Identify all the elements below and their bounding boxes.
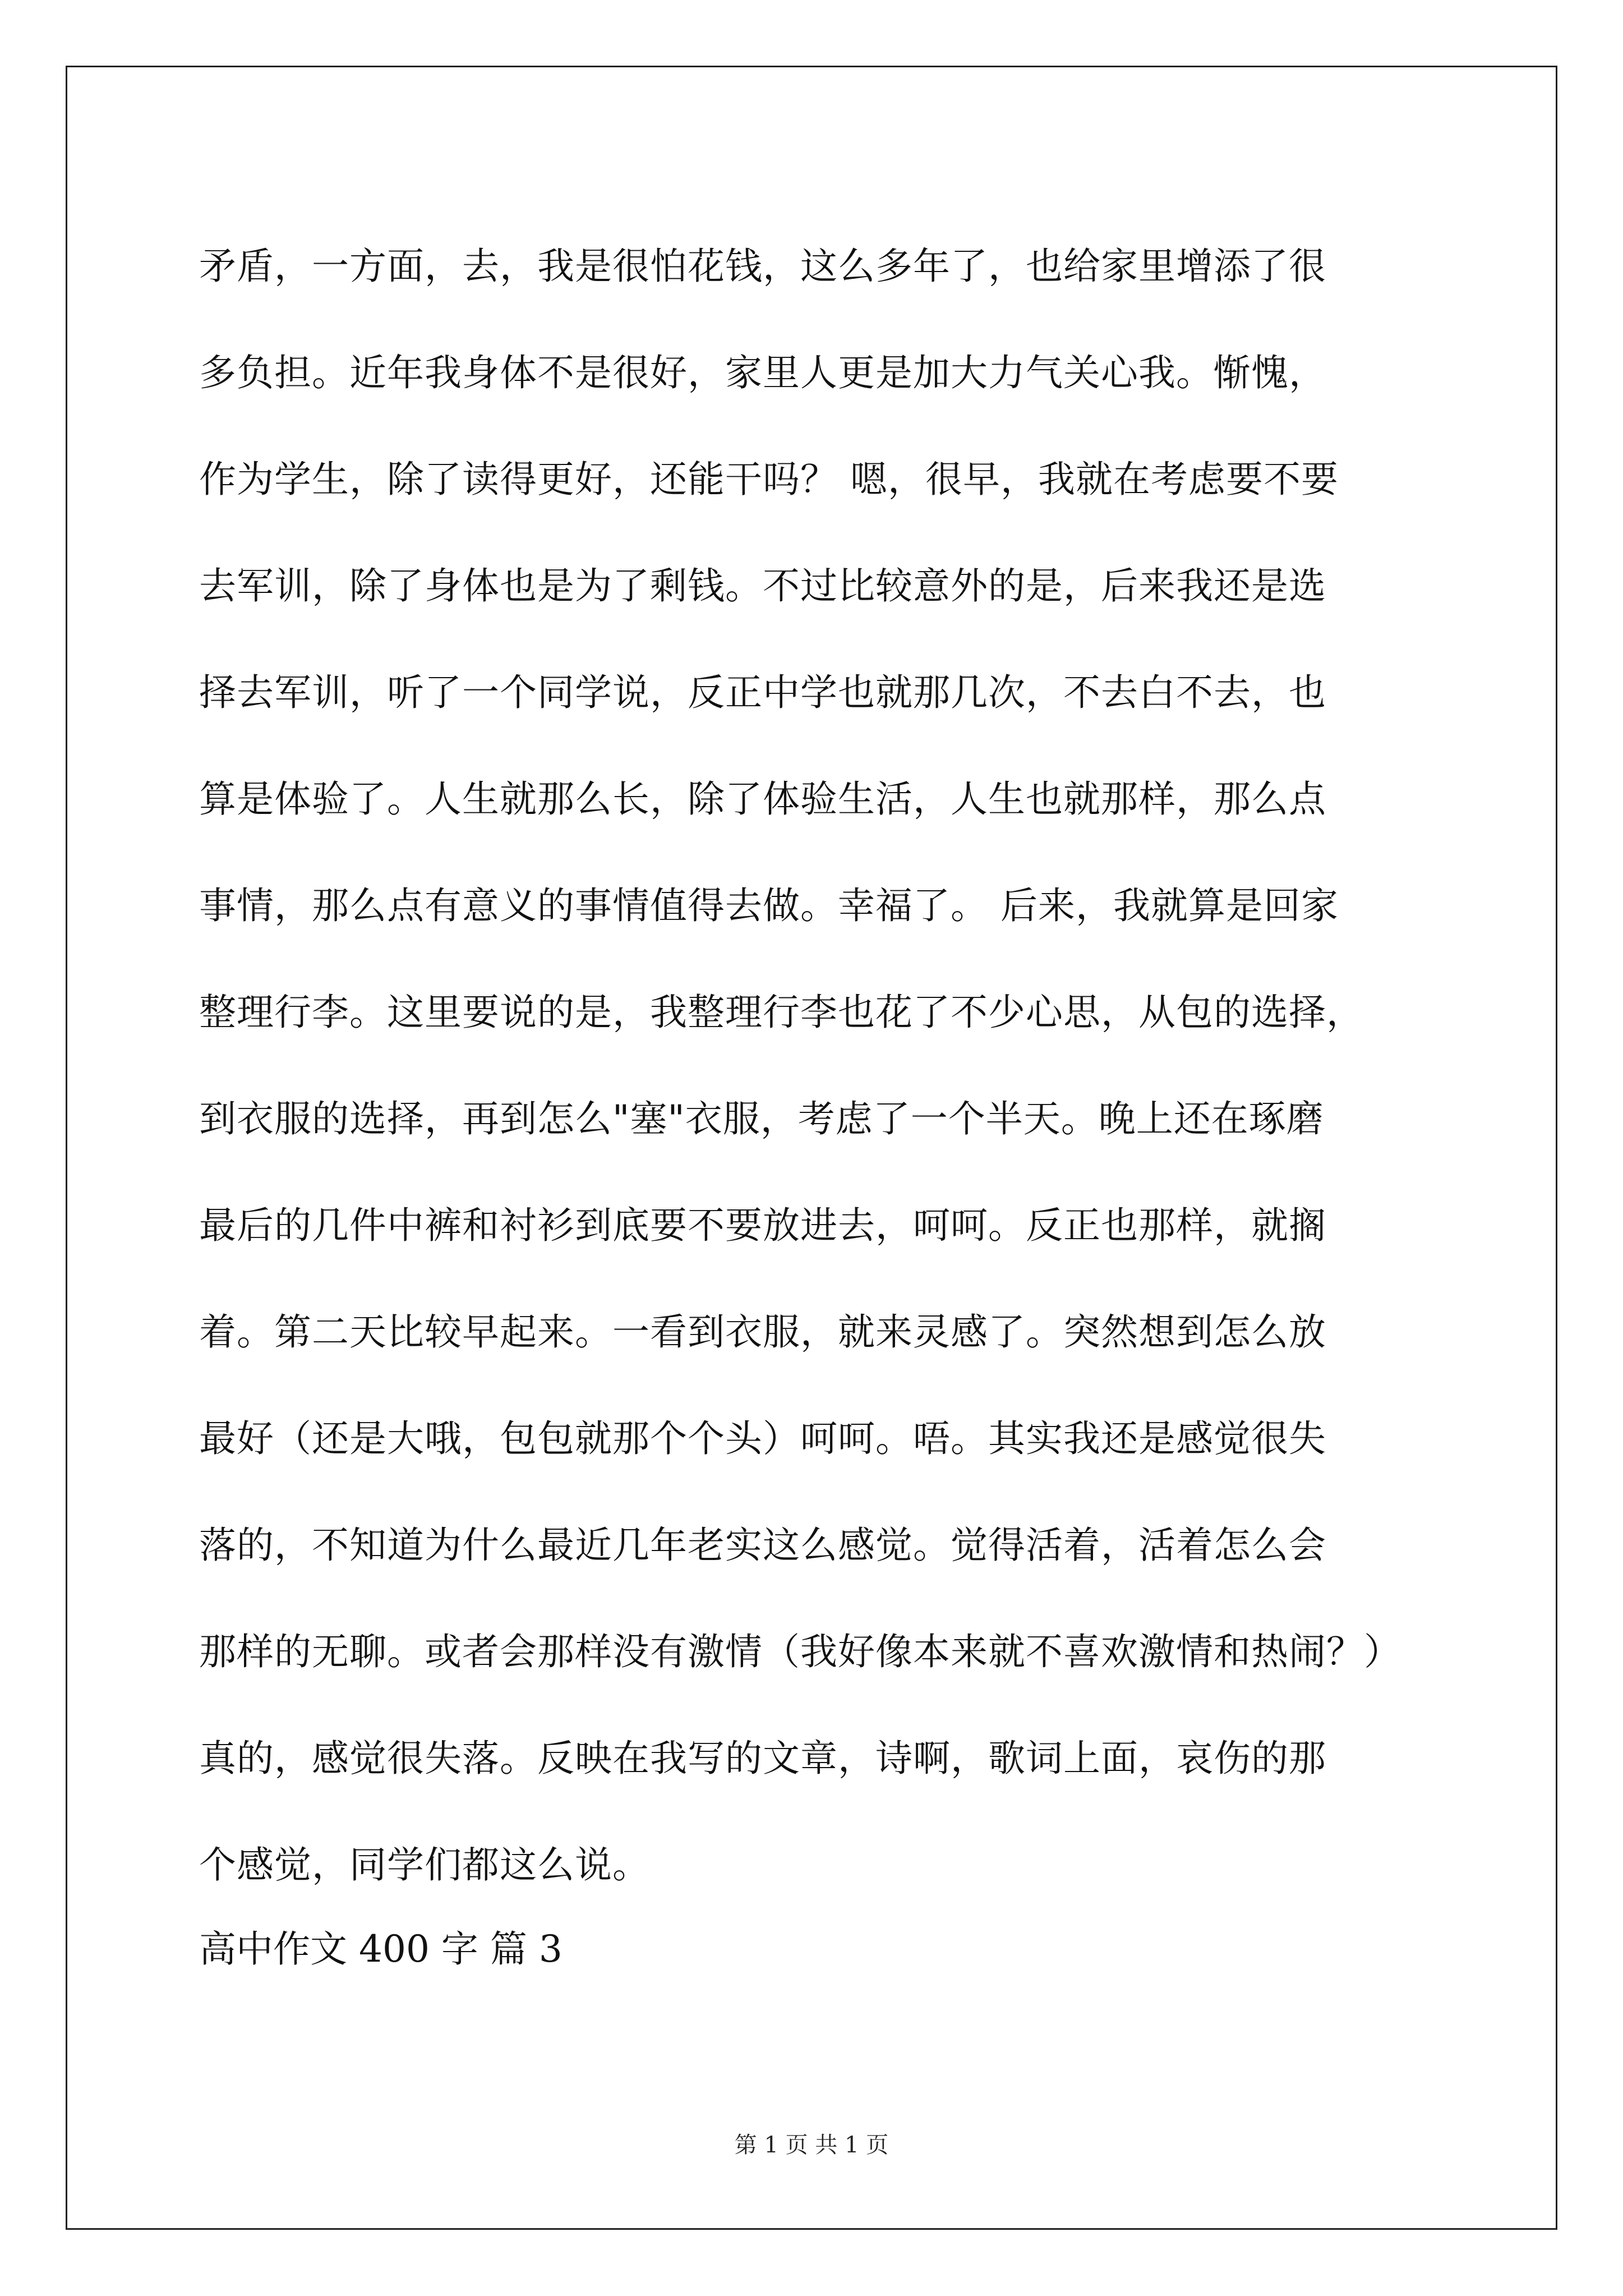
essay-line: 个感觉，同学们都这么说。 [199,1843,650,1887]
essay-line: 择去军训，听了一个同学说，反正中学也就那几次，不去白不去，也 [199,671,1326,714]
essay-line: 矛盾，一方面，去，我是很怕花钱，这么多年了，也给家里增添了很 [199,245,1326,288]
essay-line: 那样的无聊。或者会那样没有激情（我好像本来就不喜欢激情和热闹？） [199,1630,1401,1673]
essay-line: 最后的几件中裤和衬衫到底要不要放进去，呵呵。反正也那样，就搁 [199,1204,1326,1247]
essay-line: 真的，感觉很失落。反映在我写的文章，诗啊，歌词上面，哀伤的那 [199,1737,1326,1780]
essay-line: 事情，那么点有意义的事情值得去做。幸福了。 后来，我就算是回家 [199,884,1339,927]
essay-line: 着。第二天比较早起来。一看到衣服，就来灵感了。突然想到怎么放 [199,1310,1326,1354]
essay-line: 整理行李。这里要说的是，我整理行李也花了不少心思，从包的选择， [199,991,1364,1034]
essay-line: 算是体验了。人生就那么长，除了体验生活，人生也就那样，那么点 [199,777,1326,821]
page-footer: 第 1 页 共 1 页 [734,2132,889,2158]
essay-line: 到衣服的选择，再到怎么"塞"衣服，考虑了一个半天。晚上还在琢磨 [199,1097,1324,1140]
essay-line: 最好（还是大哦，包包就那个个头）呵呵。唔。其实我还是感觉很失 [199,1417,1326,1460]
essay-line: 作为学生，除了读得更好，还能干吗？ 嗯，很早，我就在考虑要不要 [199,458,1339,501]
essay-line: 去军训，除了身体也是为了剩钱。不过比较意外的是，后来我还是选 [199,564,1326,608]
section-heading: 高中作文 400 字 篇 3 [199,1927,562,1971]
essay-line: 落的，不知道为什么最近几年老实这么感觉。觉得活着，活着怎么会 [199,1524,1326,1567]
essay-body [199,213,1489,1918]
essay-line: 多负担。近年我身体不是很好，家里人更是加大力气关心我。惭愧， [199,351,1326,394]
